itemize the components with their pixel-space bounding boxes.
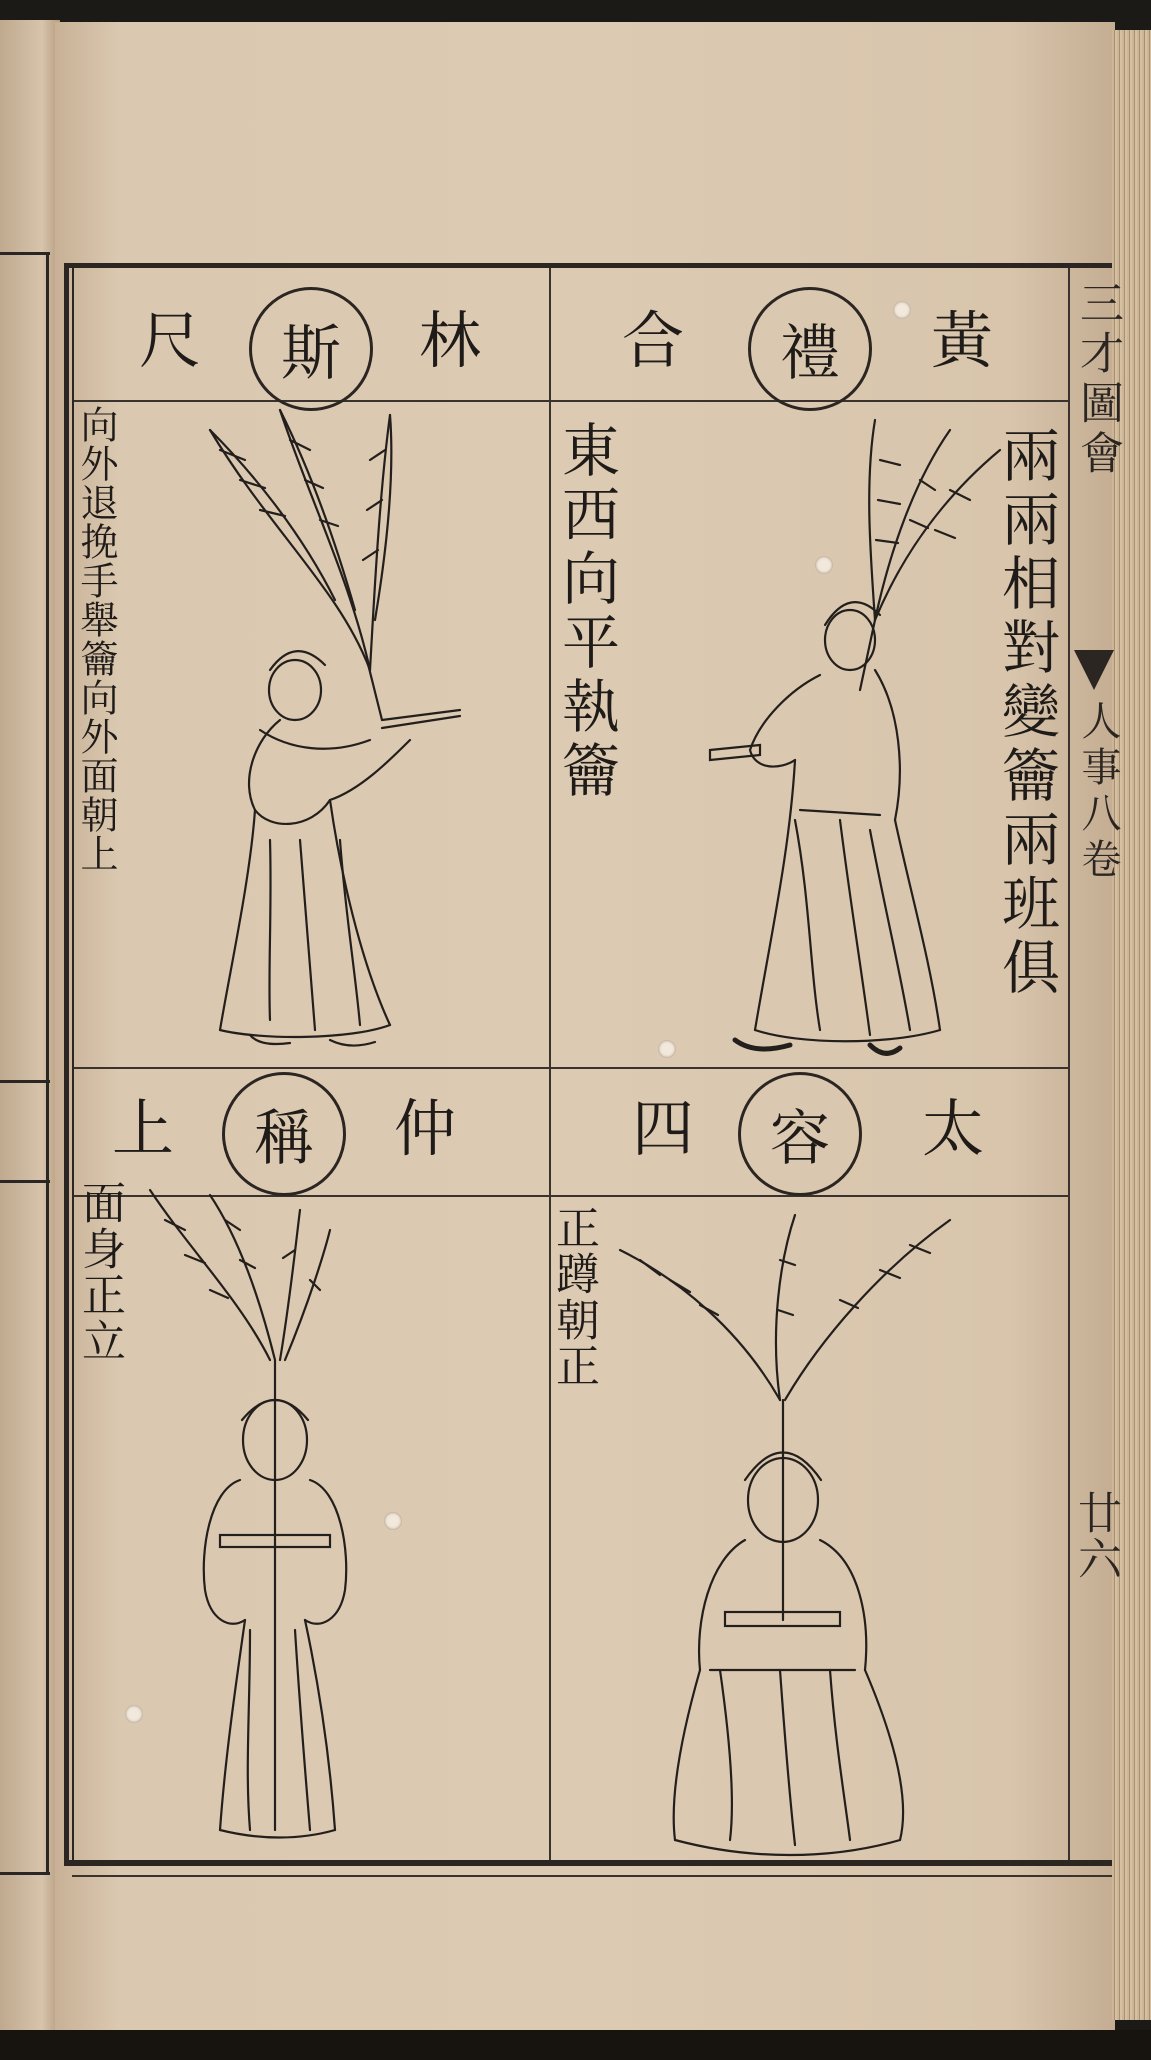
heading-char-right: 太	[921, 1092, 984, 1165]
heading-circle-char: 斯	[249, 287, 373, 411]
paper-wormhole	[893, 301, 911, 319]
heading-char-right: 仲	[393, 1092, 456, 1165]
caption-bottom-left: 面身正立	[74, 1180, 125, 1364]
margin-folio-number: 廿六	[1070, 1490, 1121, 1582]
heading-char-right: 黃	[930, 304, 993, 377]
caption-bottom-right: 正蹲朝正	[548, 1205, 599, 1389]
margin-section: 人事八卷	[1075, 700, 1121, 884]
heading-circle-char: 稱	[222, 1072, 346, 1196]
paper-wormhole	[125, 1705, 143, 1723]
heading-circle-char: 禮	[748, 287, 872, 411]
heading-char-left: 四	[631, 1092, 694, 1165]
paper-wormhole	[384, 1512, 402, 1530]
intro-caption: 兩兩相對變籥兩班俱	[992, 425, 1060, 1001]
kneeling-dancer-with-feather-icon	[620, 1200, 980, 1870]
heading-char-left: 合	[621, 304, 684, 377]
caption-top-right: 東西向平執籥	[552, 420, 620, 804]
dancer-with-feather-icon	[160, 410, 480, 1050]
dancer-with-feather-icon	[700, 420, 1000, 1070]
heading-char-left: 上	[111, 1092, 174, 1165]
paper-wormhole	[658, 1040, 676, 1058]
fishtail-mark-icon	[1074, 650, 1114, 690]
heading-char-right: 林	[418, 304, 481, 377]
scan-background	[0, 2030, 1151, 2060]
caption-top-left: 向外退挽手舉籥向外面朝上	[74, 405, 118, 873]
previous-page-edge	[0, 20, 60, 2030]
margin-book-title: 三才圖會	[1072, 280, 1123, 480]
paper-wormhole	[815, 556, 833, 574]
heading-char-left: 尺	[138, 304, 201, 377]
heading-circle-char: 容	[738, 1072, 862, 1196]
